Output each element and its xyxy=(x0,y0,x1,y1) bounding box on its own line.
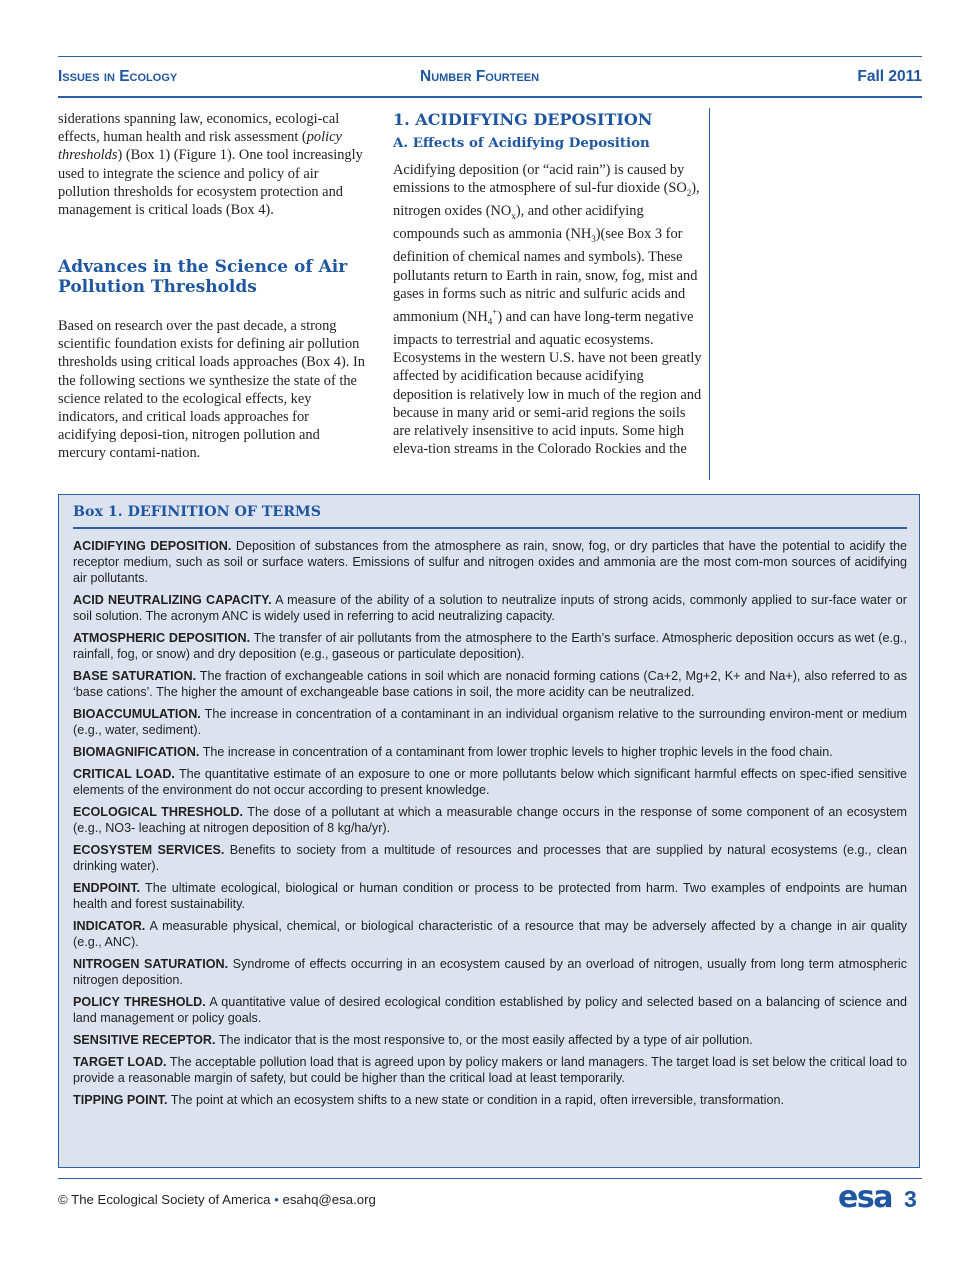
footer-bullet: • xyxy=(274,1192,279,1207)
text-run: )(see Box 3 for definition of chemical names and symbols). These pollutants return to Earth in rain, snow, fog, mist and gases in forms such as nitric and sulfuric acids and ammonium (NH xyxy=(393,226,698,325)
definition-item xyxy=(73,744,907,760)
definition-text: Deposition of substances from the atmosphere as rain, snow, fog, or dry particles that have the potential to acidify the receptor medium, such as soil or surface waters. Emissions of sulfur and nitrogen oxides and ammonia are the most com-mon sources of acidifying air pollutants. xyxy=(73,539,908,586)
header-rule xyxy=(58,96,922,98)
definition-term: INDICATOR. xyxy=(73,919,146,933)
definition-term: TARGET LOAD. xyxy=(73,1054,167,1069)
definition-item xyxy=(73,766,907,798)
definition-text: Benefits to society from a multitude of resources and processes that are supplied by natural ecosystems (e.g., clean drinking water). xyxy=(73,843,907,874)
definition-text: The acceptable pollution load that is agreed upon by policy makers or land managers. The target load is set below the critical load to provide a reasonable margin of safety, but could be higher than the critical load at least temporarily. xyxy=(73,1054,907,1085)
definition-text: The ultimate ecological, biological or human condition or process to be protected from harm. Two examples of endpoints are human health and forest sustainability. xyxy=(73,881,908,912)
definition-item xyxy=(73,1054,907,1086)
footer-copyright: © The Ecological Society of America xyxy=(58,1192,271,1207)
definition-item xyxy=(73,592,907,624)
definition-term: ATMOSPHERIC DEPOSITION. xyxy=(73,631,251,646)
text-run: ) and can have long-term negative impacts to terrestrial and aquatic ecosystems. Ecosystems in the western U.S. have not been greatly affected by acidification because acidifying deposition is relatively low in much of the region and because in many arid or semi-arid regions the soils are relatively insensitive to acid inputs. Some high eleva-tion streams in the Colorado Rockies and the xyxy=(393,308,702,458)
definition-term: POLICY THRESHOLD. xyxy=(73,995,206,1009)
definition-text: A measurable physical, chemical, or biological characteristic of a resource that may be adversely affected by a change in air quality (e.g., ANC). xyxy=(73,919,907,950)
footer-credit xyxy=(58,1192,376,1207)
definition-term: NITROGEN SATURATION. xyxy=(73,957,229,971)
subscript: 4 xyxy=(487,316,493,327)
text-run: siderations spanning law, economics, ecologi-cal effects, human health and risk assessment ( xyxy=(58,111,340,146)
definition-term: ENDPOINT. xyxy=(73,881,141,895)
definition-term: ECOSYSTEM SERVICES. xyxy=(73,843,225,857)
header-journal: Issues in Ecology xyxy=(58,68,178,85)
paragraph-advances: Based on research over the past decade, a strong scientific foundation exists for defining air pollution thresholds using critical loads approaches (Box 4). In the following sections we synthesize the state of the science related to the ecological effects, key indicators, and critical loads approaches for acidifying deposi-tion, nitrogen pollution and mercury contami-nation. xyxy=(58,318,365,462)
definition-item xyxy=(73,880,907,912)
column-left xyxy=(58,110,366,219)
definition-text: A measure of the ability of a solution to neutralize inputs of strong acids, commonly applied to sur-face water or soil solution. The acronym ANC is widely used in referring to acid neutralizing capacity. xyxy=(73,593,907,624)
column-middle xyxy=(393,110,703,458)
definition-text: A quantitative value of desired ecological condition established by policy and selected based on a balancing of science and land management or policy goals. xyxy=(73,995,907,1026)
definition-term: ECOLOGICAL THRESHOLD. xyxy=(73,805,244,819)
esa-logo: esa xyxy=(838,1180,892,1215)
header-issue-number: Number Fourteen xyxy=(420,68,540,85)
definition-text: The quantitative estimate of an exposure to one or more pollutants below which significant harmful effects on spec-ified sensitive elements of the environment do not occur according to present knowledge. xyxy=(73,767,908,798)
definition-item xyxy=(73,804,907,836)
header-date: Fall 2011 xyxy=(857,68,922,85)
subsection-heading-effects: A. Effects of Acidifying Deposition xyxy=(393,135,650,151)
text-run: ) (Box 1) (Figure 1). One tool increasingly used to integrate the science and policy of air pollution thresholds for ecosystem protection and management is critical loads (Box 4). xyxy=(58,147,363,219)
definition-term: BIOMAGNIFICATION. xyxy=(73,745,200,760)
definition-text: The fraction of exchangeable cations in soil which are nonacid forming cations (Ca+2, Mg+2, K+ and Na+), also referred to as ‘base cations’. The higher the amount of exchangeable base cations in soil, the more acidity can be neutralized. xyxy=(73,669,908,700)
text-run: ), and other acidifying compounds such as ammonia (NH xyxy=(393,203,644,243)
section-heading-advances: Advances in the Science of Air Pollution Thresholds xyxy=(58,257,348,297)
superscript: + xyxy=(492,307,498,318)
box-title: Box 1. DEFINITION OF TERMS xyxy=(73,504,321,520)
definition-item xyxy=(73,630,907,662)
definition-term: CRITICAL LOAD. xyxy=(73,767,175,781)
paragraph-acid-rain xyxy=(393,161,703,458)
column-rule xyxy=(709,108,710,480)
definition-item xyxy=(73,706,907,738)
definition-item xyxy=(73,956,907,988)
text-run: ), nitrogen oxides (NO xyxy=(393,180,700,220)
footer-rule xyxy=(58,1178,922,1179)
subscript: 2 xyxy=(686,188,692,199)
definition-text: The point at which an ecosystem shifts to a new state or condition in a rapid, often irreversible, transformation. xyxy=(170,1092,784,1107)
definition-term: TIPPING POINT. xyxy=(73,1092,168,1107)
page-number: 3 xyxy=(904,1186,917,1212)
top-rule xyxy=(58,56,922,57)
definition-item xyxy=(73,538,907,587)
subscript: 3 xyxy=(591,234,596,245)
box-title-rule xyxy=(73,527,907,529)
definition-list xyxy=(73,538,907,1114)
definition-text: The increase in concentration of a contaminant from lower trophic levels to higher trophic levels in the food chain. xyxy=(202,745,833,760)
definition-text: The increase in concentration of a contaminant in an individual organism relative to the surrounding environ-ment or medium (e.g., water, sediment). xyxy=(73,707,907,738)
definition-text: The indicator that is the most responsive to, or the most easily affected by a type of air pollution. xyxy=(218,1033,753,1047)
definition-item xyxy=(73,842,907,874)
definition-term: SENSITIVE RECEPTOR. xyxy=(73,1033,216,1047)
definition-term: ACIDIFYING DEPOSITION. xyxy=(73,539,232,553)
box-definition-of-terms xyxy=(58,494,920,1168)
definition-term: BIOACCUMULATION. xyxy=(73,707,201,722)
definition-text: Syndrome of effects occurring in an ecosystem caused by an overload of nitrogen, usually from long term atmospheric nitrogen deposition. xyxy=(73,957,908,988)
footer-email-link[interactable]: esahq@esa.org xyxy=(282,1192,376,1207)
definition-text: The dose of a pollutant at which a measurable change occurs in the response of some component of an ecosystem (e.g., NO3- leaching at nitrogen deposition of 8 kg/ha/yr). xyxy=(73,805,907,836)
definition-item xyxy=(73,668,907,700)
paragraph-intro xyxy=(58,110,366,219)
text-emphasis: policy thresholds xyxy=(58,129,342,164)
definition-text: The transfer of air pollutants from the atmosphere to the Earth’s surface. Atmospheric deposition occurs as wet (e.g., rainfall, fog, or snow) and dry deposition (e.g., gaseous or particulate deposition). xyxy=(73,631,908,662)
section-heading-acidifying: 1. ACIDIFYING DEPOSITION xyxy=(393,110,653,129)
running-header xyxy=(58,68,922,90)
definition-item xyxy=(73,1092,907,1108)
definition-term: BASE SATURATION. xyxy=(73,669,197,684)
definition-item xyxy=(73,918,907,950)
definition-item xyxy=(73,1032,907,1048)
definition-term: ACID NEUTRALIZING CAPACITY. xyxy=(73,593,272,608)
definition-item xyxy=(73,994,907,1026)
subscript: x xyxy=(511,211,516,222)
text-run: Acidifying deposition (or “acid rain”) is caused by emissions to the atmosphere of sul-fur dioxide (SO xyxy=(393,162,687,197)
